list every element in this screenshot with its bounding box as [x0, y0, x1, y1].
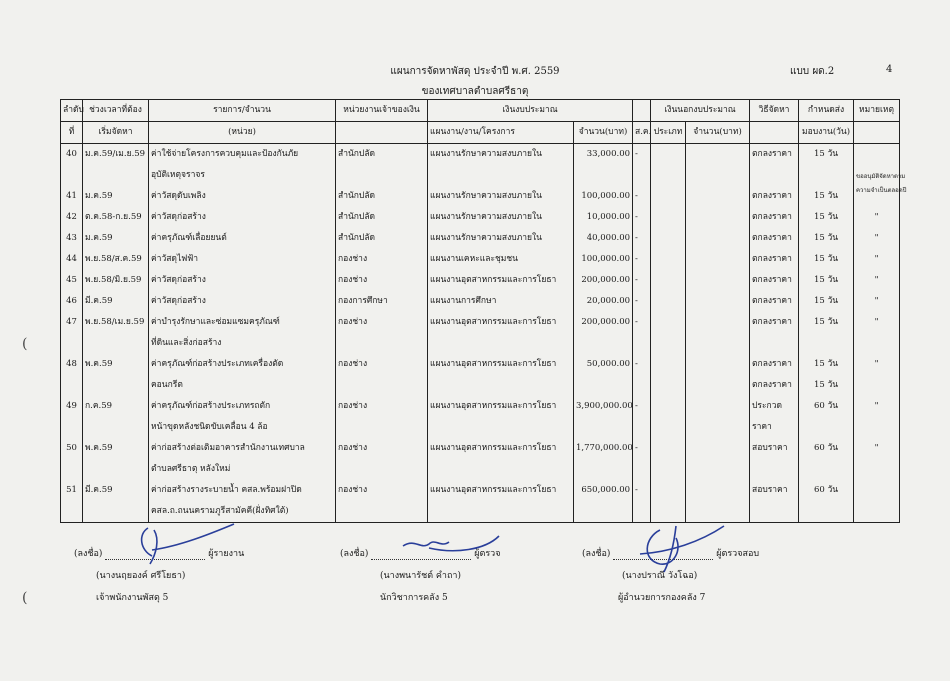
remark-text: ความจำเป็นตลอดปี	[856, 187, 907, 194]
days-line: 15 วัน	[813, 149, 839, 159]
table-row	[61, 270, 900, 291]
procurement-method	[750, 396, 799, 438]
sk-mark: -	[633, 270, 651, 291]
procurement-method	[750, 207, 799, 228]
table-row	[61, 438, 900, 480]
item-line: ค่าบำรุงรักษาและซ่อมแซมครุภัณฑ์	[151, 317, 280, 327]
remark	[854, 186, 907, 207]
method-line: ตกลงราคา	[752, 254, 792, 264]
offbudget-type	[651, 270, 686, 291]
offbudget-type	[651, 438, 686, 480]
budget-unit: กองช่าง	[336, 438, 428, 480]
document-subtitle: ของเทศบาลตำบลศรีธาตุ	[421, 86, 529, 97]
offbudget-amount	[686, 207, 750, 228]
budget-unit: สำนักปลัด	[336, 144, 428, 187]
amount: 200,000.00	[574, 312, 633, 354]
offbudget-type	[651, 396, 686, 438]
method-line: ราคา	[752, 422, 772, 432]
delivery-days	[799, 249, 854, 270]
item-line: อุบัติเหตุจราจร	[151, 170, 205, 180]
start-period: พ.ย.58/เม.ย.59	[83, 312, 149, 354]
header-cell: เริ่มจัดหา	[83, 122, 149, 144]
procurement-method	[750, 312, 799, 354]
row-number: 42	[61, 207, 83, 228]
sign-role: ผู้ตรวจ	[474, 549, 501, 559]
procurement-method	[750, 144, 799, 187]
sk-mark: -	[633, 144, 651, 187]
remark-text: ขออนุมัติจัดหาตาม	[856, 173, 906, 180]
offbudget-amount	[686, 228, 750, 249]
remark-text: "	[874, 401, 879, 411]
offbudget-type	[651, 354, 686, 396]
remark	[854, 291, 900, 312]
delivery-days	[799, 144, 854, 187]
amount: 33,000.00	[574, 144, 633, 187]
remark	[854, 354, 900, 396]
plan-name: แผนงานอุตสาหกรรมและการโยธา	[428, 396, 574, 438]
days-line: 15 วัน	[813, 233, 839, 243]
budget-unit: กองการศึกษา	[336, 291, 428, 312]
remark-text: "	[874, 359, 879, 369]
sk-mark: -	[633, 207, 651, 228]
handwritten-signature-3	[630, 520, 730, 575]
sk-mark: -	[633, 480, 651, 523]
budget-unit: สำนักปลัด	[336, 228, 428, 249]
days-line: 15 วัน	[813, 254, 839, 264]
signer-name: (นางนฤยองค์ ศรีโยธา)	[96, 571, 186, 581]
amount: 10,000.00	[574, 207, 633, 228]
plan-name: แผนงานอุตสาหกรรมและการโยธา	[428, 438, 574, 480]
method-line: ตกลงราคา	[752, 233, 792, 243]
days-line: 60 วัน	[813, 443, 839, 453]
signer-name: (นางปราณี วังโฉอ)	[622, 571, 698, 581]
handwritten-signature-2	[395, 530, 505, 560]
method-line: ตกลงราคา	[752, 317, 792, 327]
row-number: 40	[61, 144, 83, 187]
start-period: พ.ย.58/ส.ค.59	[83, 249, 149, 270]
remark-text: "	[874, 233, 879, 243]
row-number: 51	[61, 480, 83, 523]
start-period: พ.ค.59	[83, 354, 149, 396]
row-number: 49	[61, 396, 83, 438]
amount: 650,000.00	[574, 480, 633, 523]
delivery-days	[799, 396, 854, 438]
table-row	[61, 312, 900, 354]
item-line: ค่าก่อสร้างต่อเติมอาคารสำนักงานเทศบาล	[151, 443, 305, 453]
method-line: ประกวด	[752, 401, 782, 411]
amount: 50,000.00	[574, 354, 633, 396]
item-description	[149, 480, 336, 523]
item-line: ค่าก่อสร้างรางระบายน้ำ คสล.พร้อมฝาปิด	[151, 485, 302, 495]
amount: 100,000.00	[574, 186, 633, 207]
item-description	[149, 354, 336, 396]
row-number: 43	[61, 228, 83, 249]
item-line: หน้าขุดหลังชนิดขับเคลื่อน 4 ล้อ	[151, 422, 268, 432]
sk-mark: -	[633, 186, 651, 207]
remark-text: "	[874, 212, 879, 222]
plan-name: แผนงานอุตสาหกรรมและการโยธา	[428, 312, 574, 354]
table-row	[61, 186, 900, 207]
header-cell: ประเภท	[651, 122, 686, 144]
plan-name: แผนงานอุตสาหกรรมและการโยธา	[428, 354, 574, 396]
sign-role: ผู้ตรวจสอบ	[716, 549, 760, 559]
item-line: ตำบลศรีธาตุ หลังใหม่	[151, 464, 231, 474]
table-row	[61, 354, 900, 396]
budget-unit: กองช่าง	[336, 312, 428, 354]
amount: 100,000.00	[574, 249, 633, 270]
start-period: ม.ค.59	[83, 186, 149, 207]
header-cell: แผนงาน/งาน/โครงการ	[428, 122, 574, 144]
document-title: แผนการจัดหาพัสดุ ประจำปี พ.ศ. 2559	[390, 66, 560, 77]
offbudget-amount	[686, 144, 750, 187]
sk-mark: -	[633, 228, 651, 249]
plan-name: แผนงานรักษาความสงบภายใน	[428, 186, 574, 207]
offbudget-amount	[686, 186, 750, 207]
days-line: 15 วัน	[813, 191, 839, 201]
method-line: ตกลงราคา	[752, 212, 792, 222]
days-line: 60 วัน	[813, 485, 839, 495]
header-cell: เงินนอกงบประมาณ	[651, 100, 750, 122]
table-row	[61, 480, 900, 523]
signer-position: นักวิชาการคลัง 5	[380, 593, 448, 603]
method-line: ตกลงราคา	[752, 149, 792, 159]
delivery-days	[799, 291, 854, 312]
item-line: ค่าวัสดุไฟฟ้า	[151, 254, 199, 264]
procurement-method	[750, 186, 799, 207]
procurement-method	[750, 228, 799, 249]
header-cell: (หน่วย)	[149, 122, 336, 144]
remark	[854, 207, 900, 228]
item-line: ค่าวัสดุดับเพลิง	[151, 191, 206, 201]
form-code: แบบ ผด.2	[790, 66, 835, 77]
delivery-days	[799, 207, 854, 228]
sign-label: (ลงชื่อ)	[74, 549, 103, 559]
item-description	[149, 291, 336, 312]
offbudget-type	[651, 228, 686, 249]
table-row	[61, 144, 900, 187]
row-number: 44	[61, 249, 83, 270]
row-number: 41	[61, 186, 83, 207]
table-row	[61, 207, 900, 228]
item-description	[149, 438, 336, 480]
delivery-days	[799, 186, 854, 207]
delivery-days	[799, 438, 854, 480]
table-header-row	[61, 100, 900, 122]
item-description	[149, 228, 336, 249]
days-line: 15 วัน	[813, 275, 839, 285]
signer-position: ผู้อำนวยการกองคลัง 7	[618, 593, 706, 603]
table-row	[61, 228, 900, 249]
offbudget-amount	[686, 354, 750, 396]
plan-name: แผนงานอุตสาหกรรมและการโยธา	[428, 480, 574, 523]
amount: 1,770,000.00	[574, 438, 633, 480]
start-period: ม.ค.59	[83, 228, 149, 249]
table-header-row	[61, 122, 900, 144]
remark-text: "	[874, 317, 879, 327]
start-period: พ.ย.58/มิ.ย.59	[83, 270, 149, 291]
item-line: ค่าวัสดุก่อสร้าง	[151, 296, 206, 306]
header-cell: มอบงาน(วัน)	[799, 122, 854, 144]
row-number: 47	[61, 312, 83, 354]
item-line: คสล.ถ.ถนนครามภูรีสามัคคี(ฝั่งทิศใต้)	[151, 506, 289, 516]
signer-position: เจ้าพนักงานพัสดุ 5	[96, 593, 169, 603]
item-line: ค่าครุภัณฑ์ก่อสร้างประเภทเครื่องตัด	[151, 359, 284, 369]
offbudget-amount	[686, 396, 750, 438]
offbudget-type	[651, 144, 686, 187]
remark	[854, 228, 900, 249]
sign-role: ผู้รายงาน	[208, 549, 245, 559]
sk-mark: -	[633, 312, 651, 354]
handwritten-signature-1	[130, 520, 240, 570]
remark-text: "	[874, 254, 879, 264]
remark	[854, 270, 900, 291]
budget-unit: กองช่าง	[336, 354, 428, 396]
binding-mark: (	[22, 336, 28, 352]
item-description	[149, 312, 336, 354]
budget-unit: กองช่าง	[336, 249, 428, 270]
plan-name: แผนงานอุตสาหกรรมและการโยธา	[428, 270, 574, 291]
sk-mark: -	[633, 438, 651, 480]
delivery-days	[799, 228, 854, 249]
item-description	[149, 186, 336, 207]
start-period: มี.ค.59	[83, 480, 149, 523]
item-description	[149, 396, 336, 438]
remark	[854, 396, 900, 438]
remark-text: "	[874, 443, 879, 453]
header-cell: วิธีจัดหา	[750, 100, 799, 122]
offbudget-amount	[686, 438, 750, 480]
days-line: 15 วัน	[813, 380, 839, 390]
budget-unit: กองช่าง	[336, 270, 428, 291]
sk-mark: -	[633, 249, 651, 270]
days-line: 15 วัน	[813, 296, 839, 306]
days-line: 15 วัน	[813, 317, 839, 327]
item-line: คอนกรีต	[151, 380, 183, 390]
days-line: 60 วัน	[813, 401, 839, 411]
procurement-method	[750, 291, 799, 312]
item-line: ค่าวัสดุก่อสร้าง	[151, 275, 206, 285]
header-cell: หมายเหตุ	[854, 100, 900, 122]
start-period: ม.ค.59/เม.ย.59	[83, 144, 149, 187]
procurement-method	[750, 480, 799, 523]
delivery-days	[799, 312, 854, 354]
item-description	[149, 144, 336, 187]
offbudget-type	[651, 291, 686, 312]
header-cell: จำนวน(บาท)	[574, 122, 633, 144]
header-cell: ลำดับ	[61, 100, 83, 122]
header-cell: เงินงบประมาณ	[428, 100, 633, 122]
sign-label: (ลงชื่อ)	[340, 549, 369, 559]
method-line: ตกลงราคา	[752, 380, 792, 390]
amount: 20,000.00	[574, 291, 633, 312]
table-row	[61, 396, 900, 438]
start-period: พ.ค.59	[83, 438, 149, 480]
offbudget-type	[651, 249, 686, 270]
sk-mark: -	[633, 354, 651, 396]
remark	[854, 144, 906, 187]
header-cell: หน่วยงานเจ้าของเงิน	[336, 100, 428, 122]
page-number: 4	[886, 64, 893, 75]
offbudget-amount	[686, 270, 750, 291]
method-line: สอบราคา	[752, 443, 788, 453]
item-line: ค่าใช้จ่ายโครงการควบคุมและป้องกันภัย	[151, 149, 299, 159]
row-number: 48	[61, 354, 83, 396]
header-cell: กำหนดส่ง	[799, 100, 854, 122]
binding-mark: (	[22, 590, 28, 606]
item-line: ค่าครุภัณฑ์ก่อสร้างประเภทรถตัก	[151, 401, 271, 411]
remark	[854, 312, 900, 354]
header-cell: ที่	[61, 122, 83, 144]
start-period: ต.ค.58-ก.ย.59	[83, 207, 149, 228]
header-cell: จำนวน(บาท)	[686, 122, 750, 144]
plan-name: แผนงานเคหะและชุมชน	[428, 249, 574, 270]
procurement-method	[750, 270, 799, 291]
row-number: 45	[61, 270, 83, 291]
header-cell: ช่วงเวลาที่ต้อง	[83, 100, 149, 122]
offbudget-amount	[686, 312, 750, 354]
table-row	[61, 291, 900, 312]
method-line: ตกลงราคา	[752, 359, 792, 369]
budget-unit: กองช่าง	[336, 480, 428, 523]
procurement-method	[750, 438, 799, 480]
offbudget-type	[651, 207, 686, 228]
delivery-days	[799, 354, 854, 396]
days-line: 15 วัน	[813, 359, 839, 369]
method-line: ตกลงราคา	[752, 296, 792, 306]
item-line: ที่ดินและสิ่งก่อสร้าง	[151, 338, 222, 348]
item-description	[149, 249, 336, 270]
offbudget-amount	[686, 480, 750, 523]
sk-mark: -	[633, 291, 651, 312]
header-cell	[633, 100, 651, 122]
offbudget-type	[651, 480, 686, 523]
item-description	[149, 207, 336, 228]
budget-unit: สำนักปลัด	[336, 186, 428, 207]
header-cell	[750, 122, 799, 144]
sign-label: (ลงชื่อ)	[582, 549, 611, 559]
amount: 3,900,000.00	[574, 396, 633, 438]
start-period: มี.ค.59	[83, 291, 149, 312]
remark	[854, 480, 900, 523]
table-row	[61, 249, 900, 270]
item-line: ค่าวัสดุก่อสร้าง	[151, 212, 206, 222]
offbudget-type	[651, 186, 686, 207]
amount: 40,000.00	[574, 228, 633, 249]
header-cell	[336, 122, 428, 144]
start-period: ก.ค.59	[83, 396, 149, 438]
plan-name: แผนงานรักษาความสงบภายใน	[428, 207, 574, 228]
amount: 200,000.00	[574, 270, 633, 291]
delivery-days	[799, 270, 854, 291]
item-line: ค่าครุภัณฑ์เลื่อยยนต์	[151, 233, 227, 243]
plan-name: แผนงานการศึกษา	[428, 291, 574, 312]
method-line: สอบราคา	[752, 485, 788, 495]
header-cell: ส.ค.	[633, 122, 651, 144]
remark-text: "	[874, 275, 879, 285]
procurement-method	[750, 249, 799, 270]
remark-text: "	[874, 296, 879, 306]
offbudget-amount	[686, 249, 750, 270]
header-cell: รายการ/จำนวน	[149, 100, 336, 122]
days-line: 15 วัน	[813, 212, 839, 222]
budget-unit: กองช่าง	[336, 396, 428, 438]
plan-name: แผนงานรักษาความสงบภายใน	[428, 144, 574, 187]
remark	[854, 249, 900, 270]
plan-name: แผนงานรักษาความสงบภายใน	[428, 228, 574, 249]
budget-unit: สำนักปลัด	[336, 207, 428, 228]
delivery-days	[799, 480, 854, 523]
offbudget-amount	[686, 291, 750, 312]
offbudget-type	[651, 312, 686, 354]
remark	[854, 438, 900, 480]
procurement-plan-table	[60, 99, 907, 523]
header-cell	[854, 122, 900, 144]
method-line: ตกลงราคา	[752, 275, 792, 285]
method-line: ตกลงราคา	[752, 191, 792, 201]
row-number: 50	[61, 438, 83, 480]
procurement-method	[750, 354, 799, 396]
item-description	[149, 270, 336, 291]
signer-name: (นางพนารัชต์ คำถา)	[380, 571, 461, 581]
row-number: 46	[61, 291, 83, 312]
sk-mark: -	[633, 396, 651, 438]
